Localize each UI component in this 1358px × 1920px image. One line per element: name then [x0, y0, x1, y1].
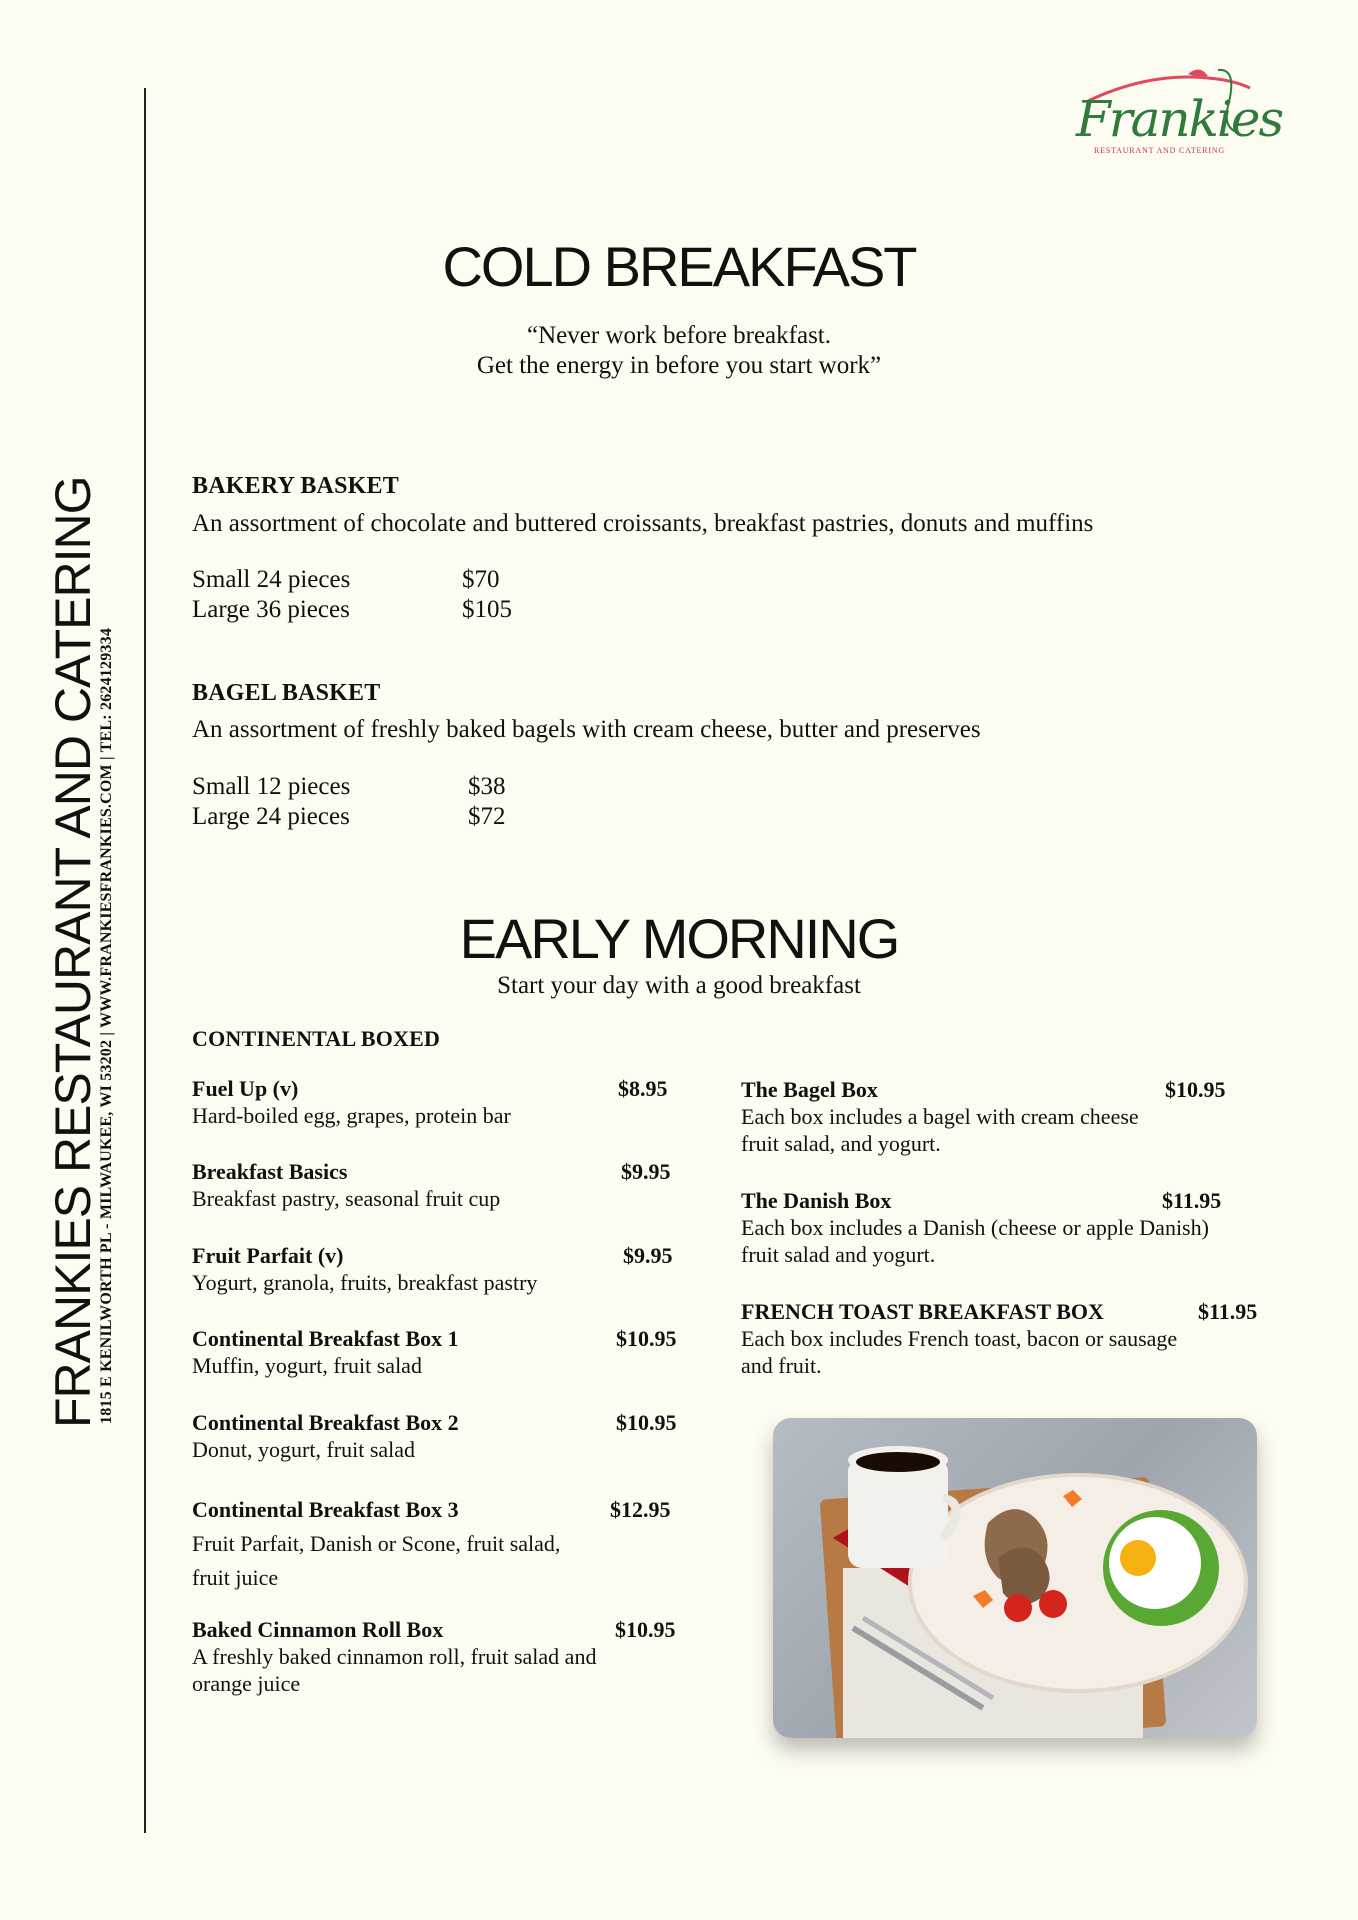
item-description: Each box includes French toast, bacon or sausage and fruit.	[741, 1326, 1178, 1378]
frankies-logo	[1068, 66, 1283, 166]
item-price: $10.95	[615, 1617, 676, 1642]
item-name: Fuel Up (v)	[192, 1076, 299, 1101]
bagel-price-row	[192, 803, 506, 831]
menu-item	[192, 1409, 752, 1463]
continental-boxed-heading: CONTINENTAL BOXED	[192, 1026, 441, 1051]
logo-tagline: RESTAURANT AND CATERING	[1094, 146, 1225, 155]
item-price: $11.95	[1162, 1188, 1222, 1213]
item-name: Baked Cinnamon Roll Box	[192, 1617, 444, 1642]
price: $70	[462, 566, 500, 593]
bakery-basket-heading: BAKERY BASKET	[192, 473, 399, 499]
contact-info-vertical: 1815 E KENILWORTH PL - MILWAUKEE, WI 53202 | WWW.FRANKIESFRANKIES.COM | TEL: 2624129334	[98, 627, 115, 1424]
item-description: Breakfast pastry, seasonal fruit cup	[192, 1186, 501, 1211]
quote-line-2: Get the energy in before you start work”	[476, 352, 882, 379]
bakery-price-row	[192, 566, 500, 594]
item-price: $9.95	[623, 1243, 673, 1268]
bakery-price-row	[192, 596, 512, 624]
menu-item	[192, 1158, 752, 1212]
item-name: Continental Breakfast Box 1	[192, 1326, 459, 1351]
section-title-early-morning: EARLY MORNING	[459, 907, 899, 970]
item-price: $10.95	[616, 1326, 677, 1351]
item-description: Yogurt, granola, fruits, breakfast pastry	[192, 1270, 538, 1295]
size-label: Large 36 pieces	[192, 596, 350, 623]
menu-item	[741, 1187, 1301, 1268]
bagel-basket-heading: BAGEL BASKET	[192, 680, 381, 706]
menu-item	[192, 1493, 752, 1595]
item-price: $10.95	[1165, 1077, 1226, 1102]
quote-line-1: “Never work before breakfast.	[526, 322, 831, 349]
size-label: Large 24 pieces	[192, 803, 350, 830]
item-price: $11.95	[1198, 1299, 1258, 1324]
item-name: The Bagel Box	[741, 1077, 878, 1102]
price: $105	[462, 596, 512, 623]
item-name: FRENCH TOAST BREAKFAST BOX	[741, 1299, 1104, 1324]
restaurant-name-vertical: FRANKIES RESTAURANT AND CATERING	[45, 476, 101, 1428]
item-description: A freshly baked cinnamon roll, fruit salad and orange juice	[192, 1644, 597, 1696]
price: $38	[468, 773, 506, 800]
menu-item	[192, 1075, 752, 1129]
item-price: $9.95	[621, 1159, 671, 1184]
section-title-cold-breakfast: COLD BREAKFAST	[442, 235, 916, 298]
item-name: Continental Breakfast Box 2	[192, 1410, 459, 1435]
item-name: The Danish Box	[741, 1188, 892, 1213]
item-price: $10.95	[616, 1410, 677, 1435]
bakery-basket-description: An assortment of chocolate and buttered croissants, breakfast pastries, donuts and muffins	[192, 510, 1094, 537]
item-description: Each box includes a Danish (cheese or apple Danish) fruit salad and yogurt.	[741, 1215, 1209, 1267]
item-price: $8.95	[618, 1076, 668, 1101]
bagel-basket-description: An assortment of freshly baked bagels with cream cheese, butter and preserves	[192, 716, 981, 743]
size-label: Small 12 pieces	[192, 773, 351, 800]
item-description: Fruit Parfait, Danish or Scone, fruit salad, fruit juice	[192, 1531, 561, 1590]
logo-wordmark: Frankies	[1076, 90, 1283, 148]
early-morning-subtitle: Start your day with a good breakfast	[497, 972, 861, 999]
item-description: Hard-boiled egg, grapes, protein bar	[192, 1103, 511, 1128]
item-name: Fruit Parfait (v)	[192, 1243, 344, 1268]
size-label: Small 24 pieces	[192, 566, 351, 593]
item-description: Muffin, yogurt, fruit salad	[192, 1353, 422, 1378]
menu-item	[741, 1298, 1301, 1379]
menu-item	[192, 1242, 752, 1296]
price: $72	[468, 803, 506, 830]
menu-item	[741, 1076, 1301, 1157]
breakfast-photo	[773, 1418, 1257, 1738]
item-name: Breakfast Basics	[192, 1159, 348, 1184]
breakfast-tray-illustration	[773, 1418, 1257, 1738]
item-description: Each box includes a bagel with cream cheese fruit salad, and yogurt.	[741, 1104, 1139, 1156]
item-price: $12.95	[610, 1497, 671, 1522]
menu-item	[192, 1325, 752, 1379]
bagel-price-row	[192, 773, 506, 801]
item-name: Continental Breakfast Box 3	[192, 1497, 459, 1522]
menu-item	[192, 1616, 752, 1697]
item-description: Donut, yogurt, fruit salad	[192, 1437, 416, 1462]
